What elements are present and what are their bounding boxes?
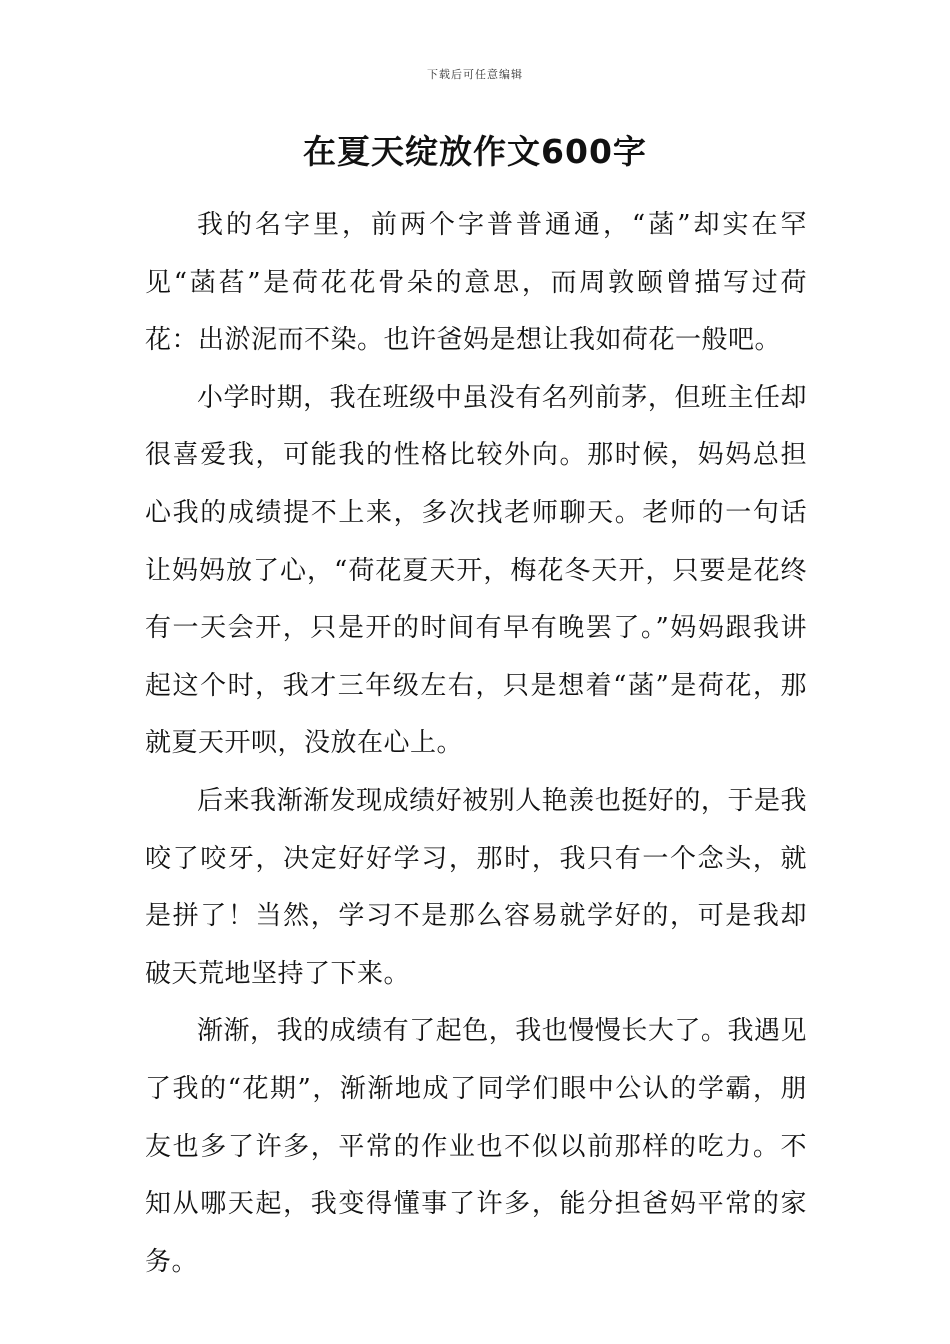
document-title: 在夏天绽放作文600字 <box>303 132 647 171</box>
essay-body <box>145 197 807 1291</box>
paragraph-1: 我的名字里，前两个字普普通通，“菡”却实在罕见“菡萏”是荷花花骨朵的意思，而周敦颐曾描写过荷花：出淤泥而不染。也许爸妈是想让我如荷花一般吧。 <box>145 210 807 356</box>
paragraph-2: 小学时期，我在班级中虽没有名列前茅，但班主任却很喜爱我，可能我的性格比较外向。那时候，妈妈总担心我的成绩提不上来，多次找老师聊天。老师的一句话让妈妈放了心，“荷花夏天开，梅花冬天开，只要是花终有一天会开，只是开的时间有早有晚罢了。”妈妈跟我讲起这个时，我才三年级左右，只是想着“菡”是荷花，那就夏天开呗，没放在心上。 <box>145 382 807 759</box>
header-note: 下载后可任意编辑 <box>427 68 523 81</box>
paragraph-3: 后来我渐渐发现成绩好被别人艳羡也挺好的，于是我咬了咬牙，决定好好学习，那时，我只有一个念头，就是拼了！当然，学习不是那么容易就学好的，可是我却破天荒地坚持了下来。 <box>145 785 807 989</box>
paragraph-4: 渐渐，我的成绩有了起色，我也慢慢长大了。我遇见了我的“花期”，渐渐地成了同学们眼中公认的学霸，朋友也多了许多，平常的作业也不似以前那样的吃力。不知从哪天起，我变得懂事了许多，能分担爸妈平常的家务。 <box>145 1016 807 1277</box>
